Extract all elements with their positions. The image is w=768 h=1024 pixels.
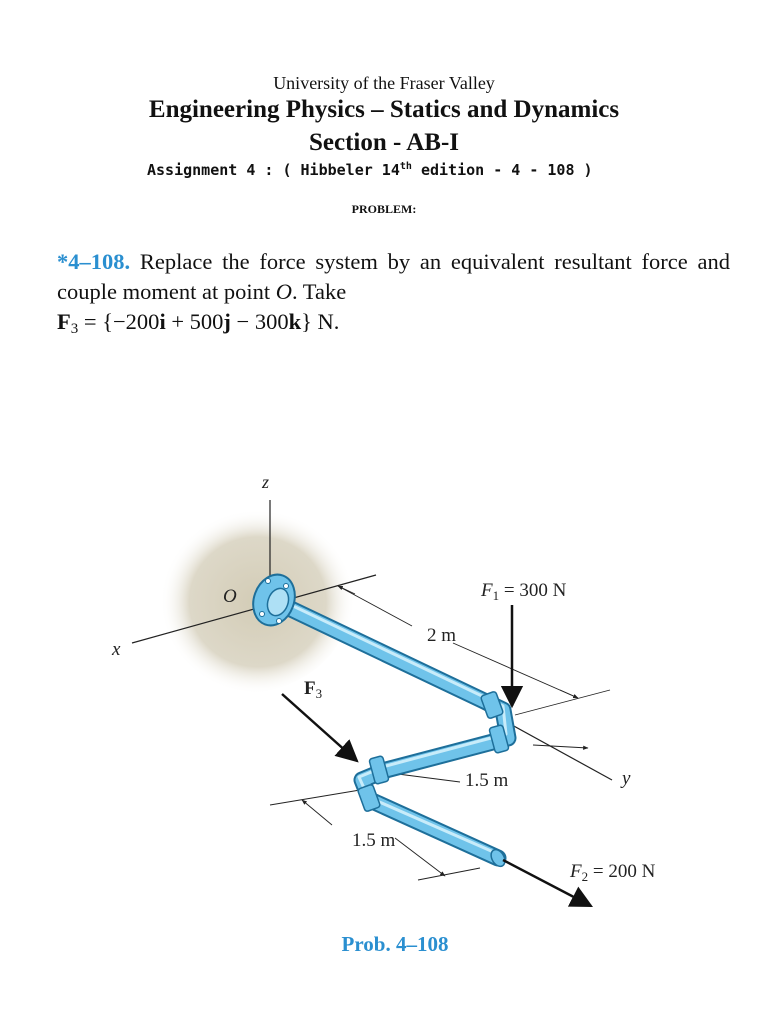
unit-k: k (288, 309, 302, 334)
university-name: University of the Fraser Valley (273, 73, 495, 93)
axis-x-label: x (112, 639, 121, 660)
assignment-line (147, 161, 593, 179)
f3-label: $F_3$ (304, 678, 323, 701)
pipe-assembly-figure (0, 440, 768, 930)
problem-statement (57, 247, 730, 344)
section-title: Section - AB-I (309, 129, 459, 156)
assignment-prefix: Assignment 4 : ( Hibbeler 14 (147, 161, 400, 179)
dimension-1-5m-lower: 1.5 m (352, 830, 396, 851)
force-subscript: 3 (70, 321, 79, 337)
dimension-2m: 2 m (427, 625, 457, 646)
unit-j: j (223, 309, 231, 334)
eq-part-3: − 300 (230, 309, 289, 334)
problem-label: PROBLEM: (351, 202, 417, 216)
unit-i: i (159, 309, 166, 334)
statement-text-2: . Take (291, 279, 347, 304)
assignment-superscript: th (399, 161, 412, 172)
origin-label: O (223, 586, 237, 607)
axis-y-label: y (622, 768, 631, 789)
f2-label: $F_2 = 200$ N (570, 861, 656, 884)
eq-part-1: = {−200 (78, 309, 160, 334)
course-title: Engineering Physics – Statics and Dynamics (148, 96, 620, 123)
statement-text-1: Replace the force system by an equivalent resultant force and couple moment at point (57, 249, 730, 304)
assignment-suffix: edition - 4 - 108 ) (411, 161, 593, 179)
f3-arrow (282, 694, 357, 761)
dimension-1-5m-upper: 1.5 m (465, 770, 509, 791)
figure-caption: Prob. 4–108 (341, 932, 449, 956)
axis-z-label: z (262, 472, 270, 492)
eq-part-4: } N. (301, 309, 340, 334)
eq-part-2: + 500 (165, 309, 224, 334)
statement-point: O (275, 279, 292, 304)
problem-number: *4–108. (57, 249, 131, 274)
force-symbol: F (57, 309, 71, 334)
f1-label: $F_1 = 300$ N (481, 580, 567, 603)
